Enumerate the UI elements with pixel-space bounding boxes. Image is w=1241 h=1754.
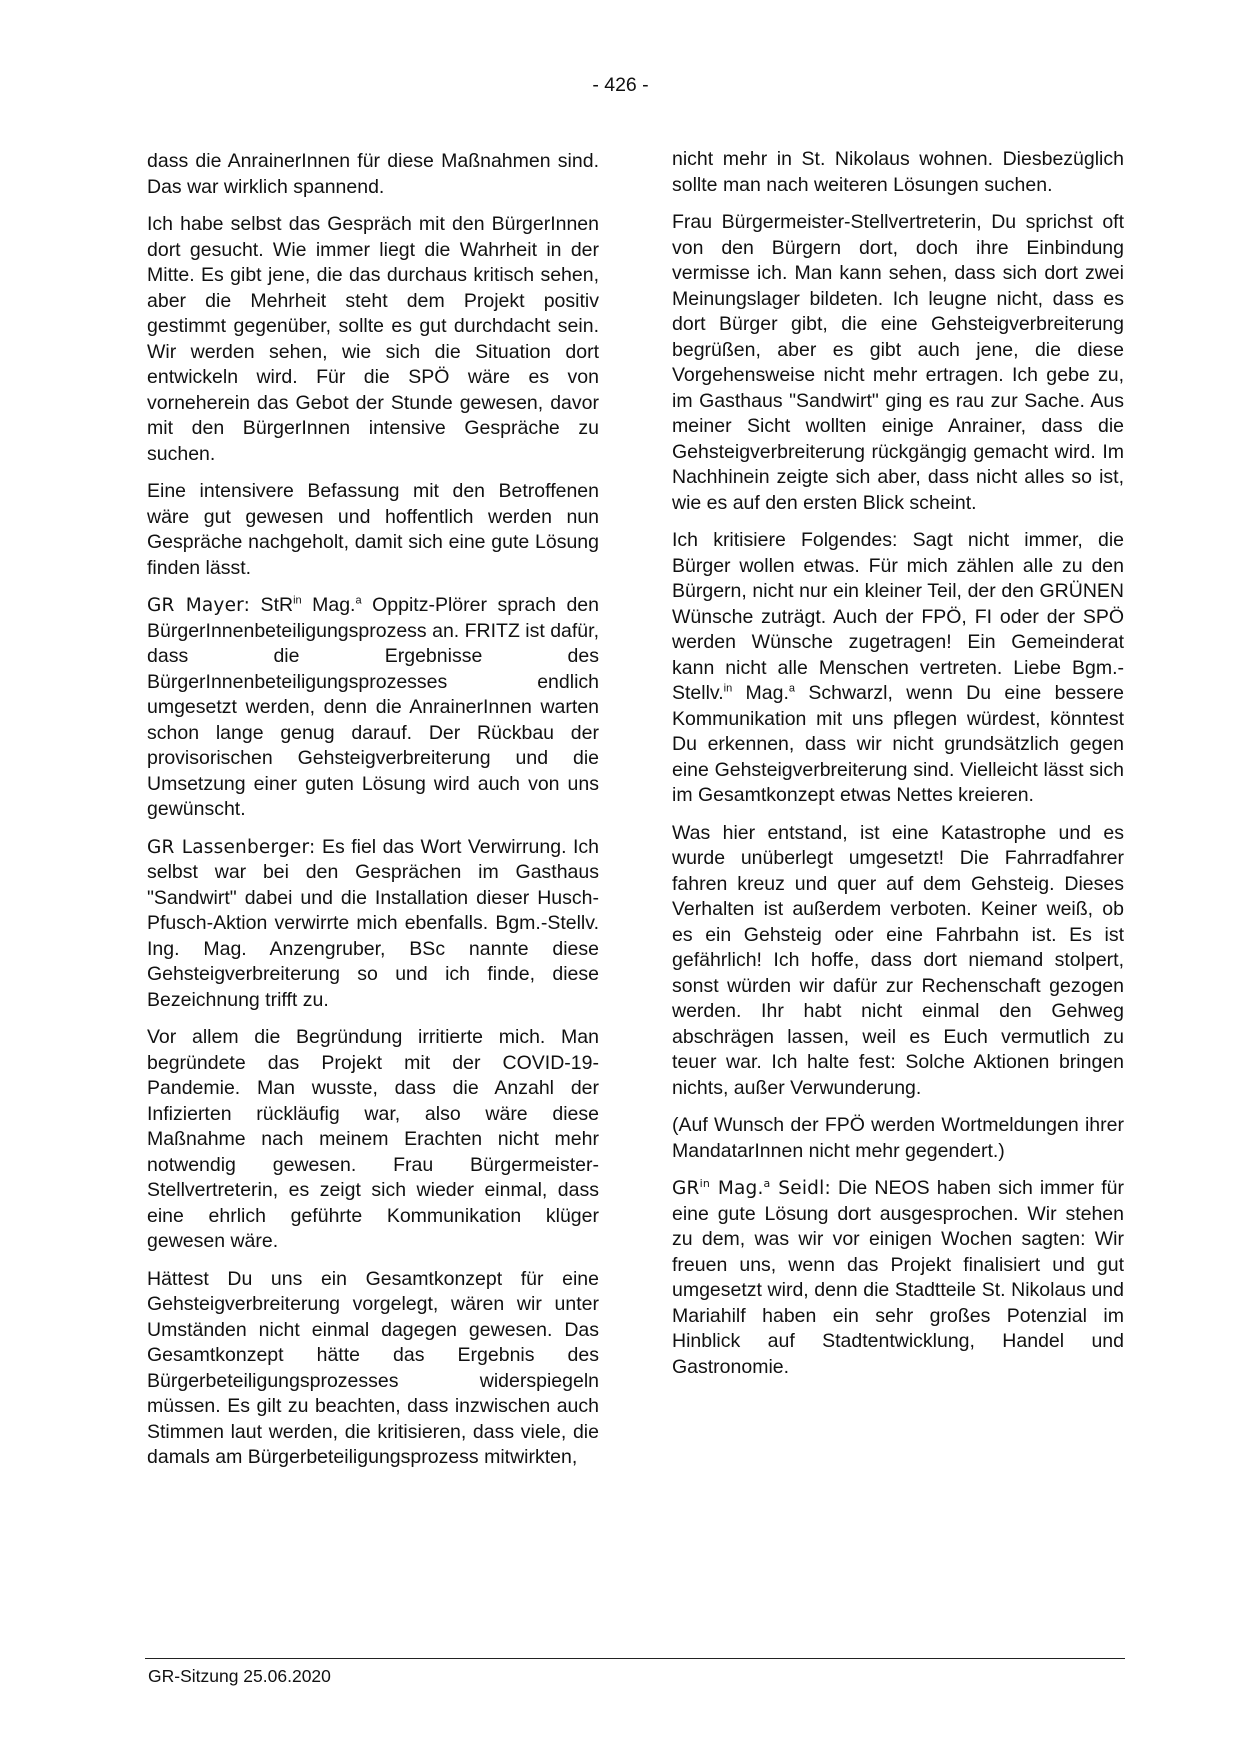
paragraph: Frau Bürgermeister-Stellvertreterin, Du sprichst oft von den Bürgern dort, doch ihre Einbindung vermisse ich. Man kann sehen, dass sich dort zwei Meinungslager bildeten. Ich leugne nicht, dass es dort Bürger gibt, die eine Gehsteigverbreiterung begrüßen, aber es gibt auch jene, die diese Vorgehensweise nicht mehr ertragen. Ich gebe zu, im Gasthaus "Sandwirt" ging es rau zur Sache. Aus meiner Sicht wollten einige Anrainer, dass die Gehsteigverbreiterung rückgängig gemacht wird. Im Nachhinein zeigte sich aber, dass nicht alles so ist, wie es auf den ersten Blick scheint. (672, 211, 1124, 514)
paragraph: Hättest Du uns ein Gesamtkonzept für eine Gehsteigverbreiterung vorgelegt, wären wir unter Umständen nicht einmal dagegen gewesen. Das Gesamtkonzept hätte das Ergebnis des Bürgerbeteiligungsprozesses widerspiegeln müssen. Es gilt zu beachten, dass inzwischen auch Stimmen laut werden, die kritisieren, dass viele, die damals am Bürgerbeteiligungsprozess mitwirkten, (147, 1267, 599, 1468)
paragraph: Ich habe selbst das Gespräch mit den BürgerInnen dort gesucht. Wie immer liegt die Wahrheit in der Mitte. Es gibt jene, die das durchaus kritisch sehen, aber die Mehrheit steht dem Projekt positiv gestimmt gegenüber, sollte es gut durchdacht sein. Wir werden sehen, wie sich die Situation dort entwickeln wird. Für die SPÖ wäre es von vorneherein das Gebot der Stunde gewesen, davor mit den BürgerInnen intensive Gespräche zu suchen. (147, 213, 599, 465)
text-run: Mag. (710, 1178, 764, 1199)
left-column (147, 149, 599, 1483)
paragraph: Eine intensivere Befassung mit den Betroffenen wäre gut gewesen und hoffentlich werden nun Gespräche nachgeholt, damit sich eine gute Lösung finden lässt. (147, 480, 599, 579)
paragraph: Vor allem die Begründung irritierte mich. Man begründete das Projekt mit der COVID-19-Pandemie. Man wusste, dass die Anzahl der Infizierten rückläufig war, also wäre diese Maßnahme nach meinem Erachten nicht mehr notwendig gewesen. Frau Bürgermeister-Stellvertreterin, es zeigt sich wieder einmal, dass eine ehrlich geführte Kommunikation klüger gewesen wäre. (147, 1026, 599, 1252)
text-run: Mag. (732, 682, 789, 704)
paragraph: dass die AnrainerInnen für diese Maßnahmen sind. Das war wirklich spannend. (147, 150, 599, 198)
paragraph (147, 835, 599, 1014)
text-run: Seidl: (770, 1178, 831, 1199)
superscript: in (293, 594, 302, 607)
paragraph: nicht mehr in St. Nikolaus wohnen. Diesbezüglich sollte man nach weiteren Lösungen suchen. (672, 148, 1124, 196)
speaker-name: GR Mayer: (147, 595, 251, 616)
speaker-name (672, 1178, 831, 1199)
text-run: Es fiel das Wort Verwirrung. Ich selbst war bei den Gesprächen im Gasthaus "Sandwirt" dabei und die Installation dieser Husch-Pfusch-Aktion verwirrte mich ebenfalls. Bgm.-Stellv. Ing. Mag. Anzengruber, BSc nannte diese Gehsteigverbreiterung so und ich finde, diese Bezeichnung trifft zu. (147, 835, 600, 1011)
paragraph: (Auf Wunsch der FPÖ werden Wortmeldungen ihrer MandatarInnen nicht mehr gegendert.) (672, 1114, 1124, 1162)
text-run: Die NEOS haben sich immer für eine gute Lösung dort ausgesprochen. Wir stehen zu dem, was wir vor einigen Wochen sagten: Wir freuen uns, wenn das Projekt finalisiert und gut umgesetzt wird, denn die Stadtteile St. Nikolaus und Mariahilf haben ein sehr großes Potenzial im Hinblick auf Stadtentwicklung, Handel und Gastronomie. (672, 1177, 1124, 1378)
text-run: Schwarzl, wenn Du eine bessere Kommunikation mit uns pflegen würdest, könntest Du erkennen, dass wir nicht grundsätzlich gegen eine Gehsteigverbreiterung sind. Vielleicht lässt sich im Gesamtkonzept etwas Nettes kreieren. (672, 682, 1124, 806)
text-run: GR (672, 1178, 700, 1199)
speaker-name: GR Lassenberger: (147, 836, 316, 858)
paragraph: Was hier entstand, ist eine Katastrophe und es wurde unüberlegt umgesetzt! Die Fahrradfahrer fahren kreuz und quer auf dem Gehsteig. Dieses Verhalten ist außerdem verboten. Keiner weiß, ob es ein Gehsteig oder eine Fahrbahn ist. Es ist gefährlich! Ich hoffe, dass dort niemand stolpert, sonst würden wir dafür zur Rechenschaft gezogen werden. Ihr habt nicht einmal den Gehweg abschrägen lassen, weil es Euch vermutlich zu teuer war. Ich halte fest: Solche Aktionen bringen nichts, außer Verwunderung. (672, 821, 1124, 1099)
footer-text: GR-Sitzung 25.06.2020 (148, 1666, 331, 1686)
superscript: a (763, 1176, 771, 1190)
footer-divider (145, 1658, 1125, 1659)
superscript: in (699, 1176, 711, 1190)
right-column (672, 147, 1124, 1392)
text-run: Oppitz-Plörer sprach den BürgerInnenbeteiligungsprozess an. FRITZ ist dafür, dass die Ergebnisse des BürgerInnenbeteiligungsprozesses endlich umgesetzt werden, denn die AnrainerInnen warten schon lange genug darauf. Der Rückbau der provisorischen Gehsteigverbreiterung und die Umsetzung einer guten Lösung wird auch von uns gewünscht. (147, 594, 599, 820)
text-run: Mag. (301, 594, 356, 616)
page-number: - 426 - (592, 74, 649, 96)
paragraph (672, 1176, 1124, 1380)
superscript: in (723, 682, 733, 695)
paragraph (147, 593, 599, 823)
superscript: a (788, 682, 796, 695)
text-run: StR (250, 594, 294, 616)
paragraph (672, 528, 1124, 809)
superscript: a (355, 594, 362, 607)
text-run: Ich kritisiere Folgendes: Sagt nicht immer, die Bürger wollen etwas. Für mich zählen alle zu den Bürgern, nicht nur ein kleiner Teil, der den GRÜNEN Wünsche zuträgt. Auch der FPÖ, FI oder der SPÖ werden Wünsche zugetragen! Ein Gemeinderat kann nicht alle Menschen vertreten. Liebe Bgm.-Stellv. (672, 529, 1124, 704)
